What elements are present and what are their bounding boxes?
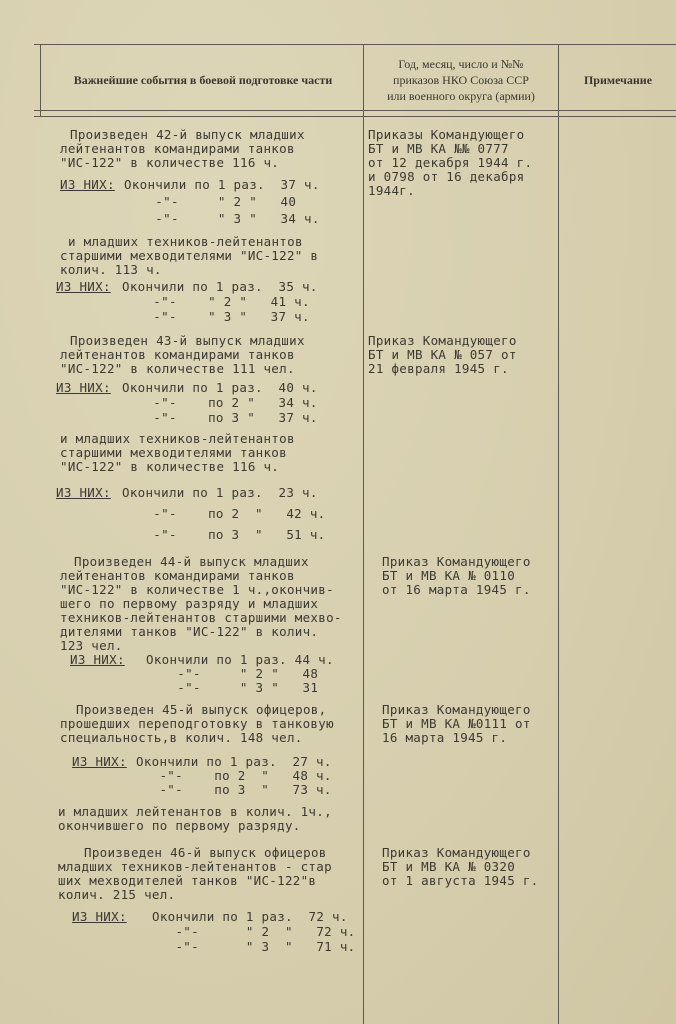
e43-row2-2: -"- по 2 " 42 ч. — [122, 506, 326, 521]
e44-order-1: Приказ Командующего — [382, 554, 531, 569]
e43-line-3: "ИС-122" в количестве 111 чел. — [60, 361, 295, 376]
e43-sub-2: старшими мехводителями танков — [60, 445, 287, 460]
e45-row-1: Окончили по 1 раз. 27 ч. — [136, 754, 332, 769]
e46-line-4: колич. 215 чел. — [58, 887, 176, 902]
e46-order-3: от 1 августа 1945 г. — [382, 873, 539, 888]
header-orders-line-1: Год, месяц, число и №№ — [398, 57, 524, 71]
e42-row2-2: -"- " 2 " 41 ч. — [122, 294, 310, 309]
e45-order-1: Приказ Командующего — [382, 702, 531, 717]
e43-row-1: Окончили по 1 раз. 40 ч. — [122, 380, 318, 395]
e42-row-3: -"- " 3 " 34 ч. — [124, 211, 320, 226]
e44-izn-label: ИЗ НИХ: — [70, 652, 125, 667]
e46-line-3: ших мехводителей танков "ИС-122"в — [58, 873, 317, 888]
e42-sub-2: старшими мехводителями "ИС-122" в — [60, 248, 319, 263]
e43-order-3: 21 февраля 1945 г. — [368, 361, 509, 376]
e46-order-2: БТ и МВ КА № 0320 — [382, 859, 516, 874]
e46-order-1: Приказ Командующего — [382, 845, 531, 860]
e46-line-1: Произведен 46-й выпуск офицеров — [84, 845, 327, 860]
e45-sub-1: и младших лейтенантов в колич. 1ч., — [58, 804, 332, 819]
e42-sub-3: колич. 113 ч. — [60, 262, 162, 277]
e46-line-2: младших техников-лейтенантов - стар — [58, 859, 332, 874]
e46-row-1: Окончили по 1 раз. 72 ч. — [152, 909, 348, 924]
e44-row-3: -"- " 3 " 31 — [146, 680, 319, 695]
e43-line-2: лейтенантов командирами танков — [60, 347, 295, 362]
e44-line-2: лейтенантов командирами танков — [60, 568, 295, 583]
e43-row2-1: Окончили по 1 раз. 23 ч. — [122, 485, 318, 500]
e42-line-1: Произведен 42-й выпуск младших — [70, 127, 305, 142]
e44-line-7: 123 чел. — [60, 638, 123, 653]
column-divider-1 — [363, 44, 364, 1024]
e45-sub-2: окончившего по первому разряду. — [58, 818, 301, 833]
e43-order-1: Приказ Командующего — [368, 333, 517, 348]
e43-izn-label: ИЗ НИХ: — [56, 380, 111, 395]
e42-line-3: "ИС-122" в количестве 116 ч. — [60, 155, 280, 170]
column-divider-2 — [558, 44, 559, 1024]
e42-row2-1: Окончили по 1 раз. 35 ч. — [122, 279, 318, 294]
header-orders-line-3: или военного округа (армии) — [387, 89, 535, 103]
e45-row-2: -"- по 2 " 48 ч. — [136, 768, 332, 783]
e46-izn-label: ИЗ НИХ: — [72, 909, 127, 924]
e42-row-2: -"- " 2 " 40 — [124, 194, 297, 209]
header-notes: Примечание — [583, 73, 653, 87]
e44-row-1: Окончили по 1 раз. 44 ч. — [146, 652, 334, 667]
e43-row-2: -"- по 2 " 34 ч. — [122, 395, 318, 410]
e42-row-1: Окончили по 1 раз. 37 ч. — [124, 177, 320, 192]
e45-line-2: прошедших переподготовку в танковую — [60, 716, 334, 731]
header-orders — [366, 56, 556, 104]
e44-order-3: от 16 марта 1945 г. — [382, 582, 531, 597]
e43-row-3: -"- по 3 " 37 ч. — [122, 410, 318, 425]
e44-line-3: "ИС-122" в количестве 1 ч.,окончив- — [60, 582, 334, 597]
e43-izn2-label: ИЗ НИХ: — [56, 485, 111, 500]
e45-row-3: -"- по 3 " 73 ч. — [136, 782, 332, 797]
e45-line-3: специальность,в колич. 148 чел. — [60, 730, 303, 745]
e42-sub-1: и младших техников-лейтенантов — [68, 234, 303, 249]
e43-order-2: БТ и МВ КА № 057 от — [368, 347, 517, 362]
header-orders-line-2: приказов НКО Союза ССР — [393, 73, 529, 87]
e42-order-4: и 0798 от 16 декабря — [368, 169, 525, 184]
e42-line-2: лейтенантов командирами танков — [60, 141, 295, 156]
e42-izn-label: ИЗ НИХ: — [60, 177, 115, 192]
e45-order-3: 16 марта 1945 г. — [382, 730, 508, 745]
e45-line-1: Произведен 45-й выпуск офицеров, — [76, 702, 327, 717]
e43-row2-3: -"- по 3 " 51 ч. — [122, 527, 326, 542]
e43-line-1: Произведен 43-й выпуск младших — [70, 333, 305, 348]
e43-sub-3: "ИС-122" в количестве 116 ч. — [60, 459, 280, 474]
e42-order-2: БТ и МВ КА №№ 0777 — [368, 141, 509, 156]
e44-row-2: -"- " 2 " 48 — [146, 666, 319, 681]
e44-line-1: Произведен 44-й выпуск младших — [74, 554, 309, 569]
e45-izn-label: ИЗ НИХ: — [72, 754, 127, 769]
e45-order-2: БТ и МВ КА №0111 от — [382, 716, 531, 731]
header-double-rule — [34, 116, 676, 117]
table-top-rule — [34, 44, 676, 45]
e44-line-4: шего по первому разряду и младших — [60, 596, 319, 611]
e44-line-6: дителями танков "ИС-122" в колич. — [60, 624, 319, 639]
e42-order-3: от 12 декабря 1944 г. — [368, 155, 533, 170]
e46-row-2: -"- " 2 " 72 ч. — [152, 924, 356, 939]
e42-order-1: Приказы Командующего — [368, 127, 525, 142]
header-events: Важнейшие события в боевой подготовке части — [73, 73, 333, 87]
e42-order-5: 1944г. — [368, 183, 415, 198]
e44-order-2: БТ и МВ КА № 0110 — [382, 568, 516, 583]
e44-line-5: техников-лейтенантов старшими мехво- — [60, 610, 342, 625]
e42-izn2-label: ИЗ НИХ: — [56, 279, 111, 294]
e43-sub-1: и младших техников-лейтенантов — [60, 431, 295, 446]
e42-row2-3: -"- " 3 " 37 ч. — [122, 309, 310, 324]
left-border — [40, 44, 41, 116]
e46-row-3: -"- " 3 " 71 ч. — [152, 939, 356, 954]
header-bottom-rule — [34, 110, 676, 111]
